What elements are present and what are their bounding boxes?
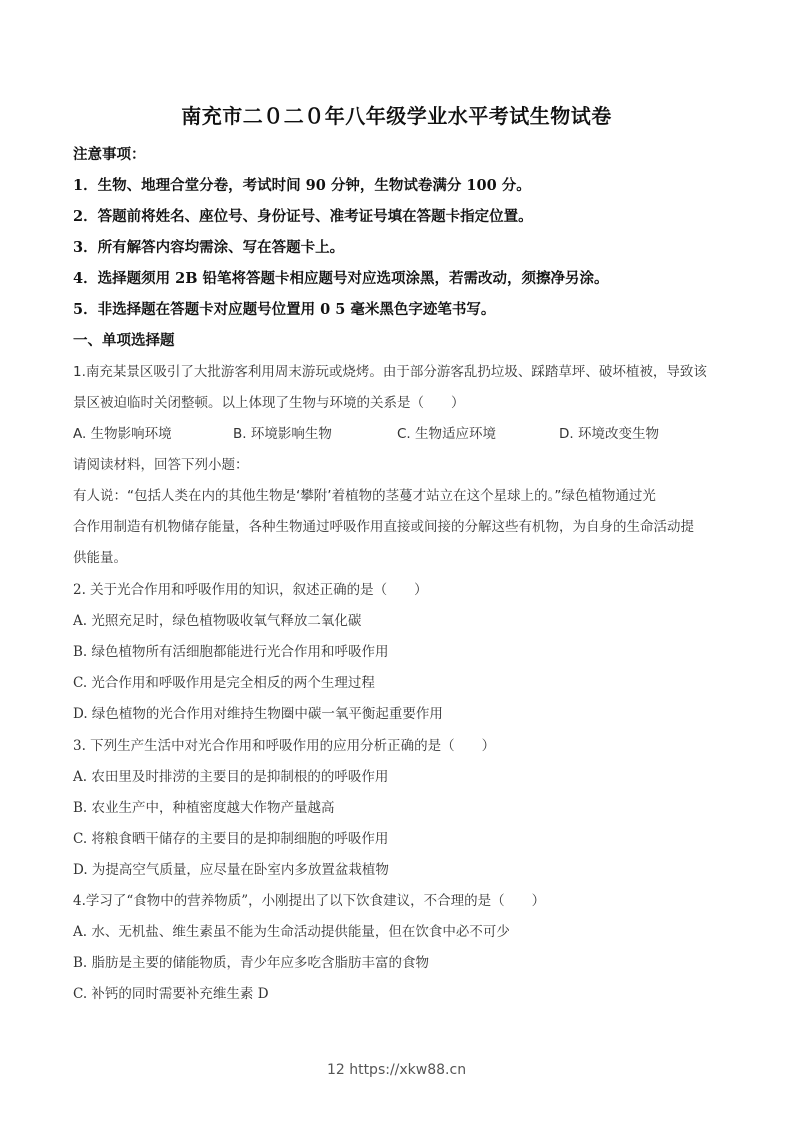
notice-heading: 注意事项： [73, 146, 146, 163]
material-line-1: 有人说：“包括人类在内的其他生物是‘攀附’着植物的茎蔓才站立在这个星球上的。”绿色植物通过光 [73, 488, 656, 504]
question-2-option-d: D. 绿色植物的光合作用对维持生物圈中碳一氧平衡起重要作用 [73, 706, 443, 722]
question-3-option-c: C. 将粮食晒干储存的主要目的是抑制细胞的呼吸作用 [73, 831, 389, 847]
notice-item-1: 1．生物、地理合堂分卷，考试时间 90 分钟，生物试卷满分 100 分。 [73, 177, 531, 194]
notice-item-3: 3．所有解答内容均需涂、写在答题卡上。 [73, 239, 345, 256]
question-3-option-b: B. 农业生产中，种植密度越大作物产量越高 [73, 800, 335, 816]
section-heading: 一、单项选择题 [73, 332, 175, 349]
question-1-option-a: A. 生物影响环境 [73, 426, 172, 442]
question-3-stem: 3. 下列生产生活中对光合作用和呼吸作用的应用分析正确的是（ ） [73, 738, 496, 754]
question-1-stem-line-2: 景区被迫临时关闭整顿。以上体现了生物与环境的关系是（ ） [73, 395, 465, 411]
page-footer: 12 https://xkw88.cn [326, 1062, 467, 1078]
question-3-option-a: A. 农田里及时排涝的主要目的是抑制根的的呼吸作用 [73, 769, 389, 785]
notice-item-2: 2．答题前将姓名、座位号、身份证号、准考证号填在答题卡指定位置。 [73, 208, 533, 225]
question-4-option-a: A. 水、无机盐、维生素虽不能为生命活动提供能量，但在饮食中必不可少 [73, 924, 510, 940]
question-4-option-b: B. 脂肪是主要的储能物质，青少年应多吃含脂肪丰富的食物 [73, 955, 430, 971]
notice-item-5: 5．非选择题在答题卡对应题号位置用 0 5 毫米黑色字迹笔书写。 [73, 301, 496, 318]
question-2-option-c: C. 光合作用和呼吸作用是完全相反的两个生理过程 [73, 675, 375, 691]
question-2-option-b: B. 绿色植物所有活细胞都能进行光合作用和呼吸作用 [73, 644, 389, 660]
question-3-option-d: D. 为提高空气质量，应尽量在卧室内多放置盆栽植物 [73, 862, 389, 878]
material-intro: 请阅读材料，回答下列小题： [73, 457, 249, 473]
notice-item-4: 4．选择题须用 2B 铅笔将答题卡相应题号对应选项涂黑，若需改动，须擦净另涂。 [73, 270, 609, 287]
page-title: 南充市二０二０年八年级学业水平考试生物试卷 [181, 104, 612, 128]
question-4-option-c: C. 补钙的同时需要补充维生素 D [73, 986, 269, 1002]
question-2-option-a: A. 光照充足时，绿色植物吸收氧气释放二氧化碳 [73, 613, 362, 629]
question-1-option-b: B. 环境影响生物 [233, 426, 332, 442]
material-line-3: 供能量。 [73, 550, 127, 566]
question-1-option-d: D. 环境改变生物 [559, 426, 659, 442]
material-line-2: 合作用制造有机物储存能量，各种生物通过呼吸作用直接或间接的分解这些有机物，为自身的生命活动提 [73, 519, 694, 535]
question-4-stem: 4.学习了“食物中的营养物质”，小刚提出了以下饮食建议，不合理的是（ ） [73, 893, 546, 909]
question-1-stem-line-1: 1.南充某景区吸引了大批游客利用周末游玩或烧烤。由于部分游客乱扔垃圾、踩踏草坪、破坏植被，导致该 [73, 364, 707, 380]
question-2-stem: 2. 关于光合作用和呼吸作用的知识，叙述正确的是（ ） [73, 582, 428, 598]
question-1-option-c: C. 生物适应环境 [397, 426, 497, 442]
